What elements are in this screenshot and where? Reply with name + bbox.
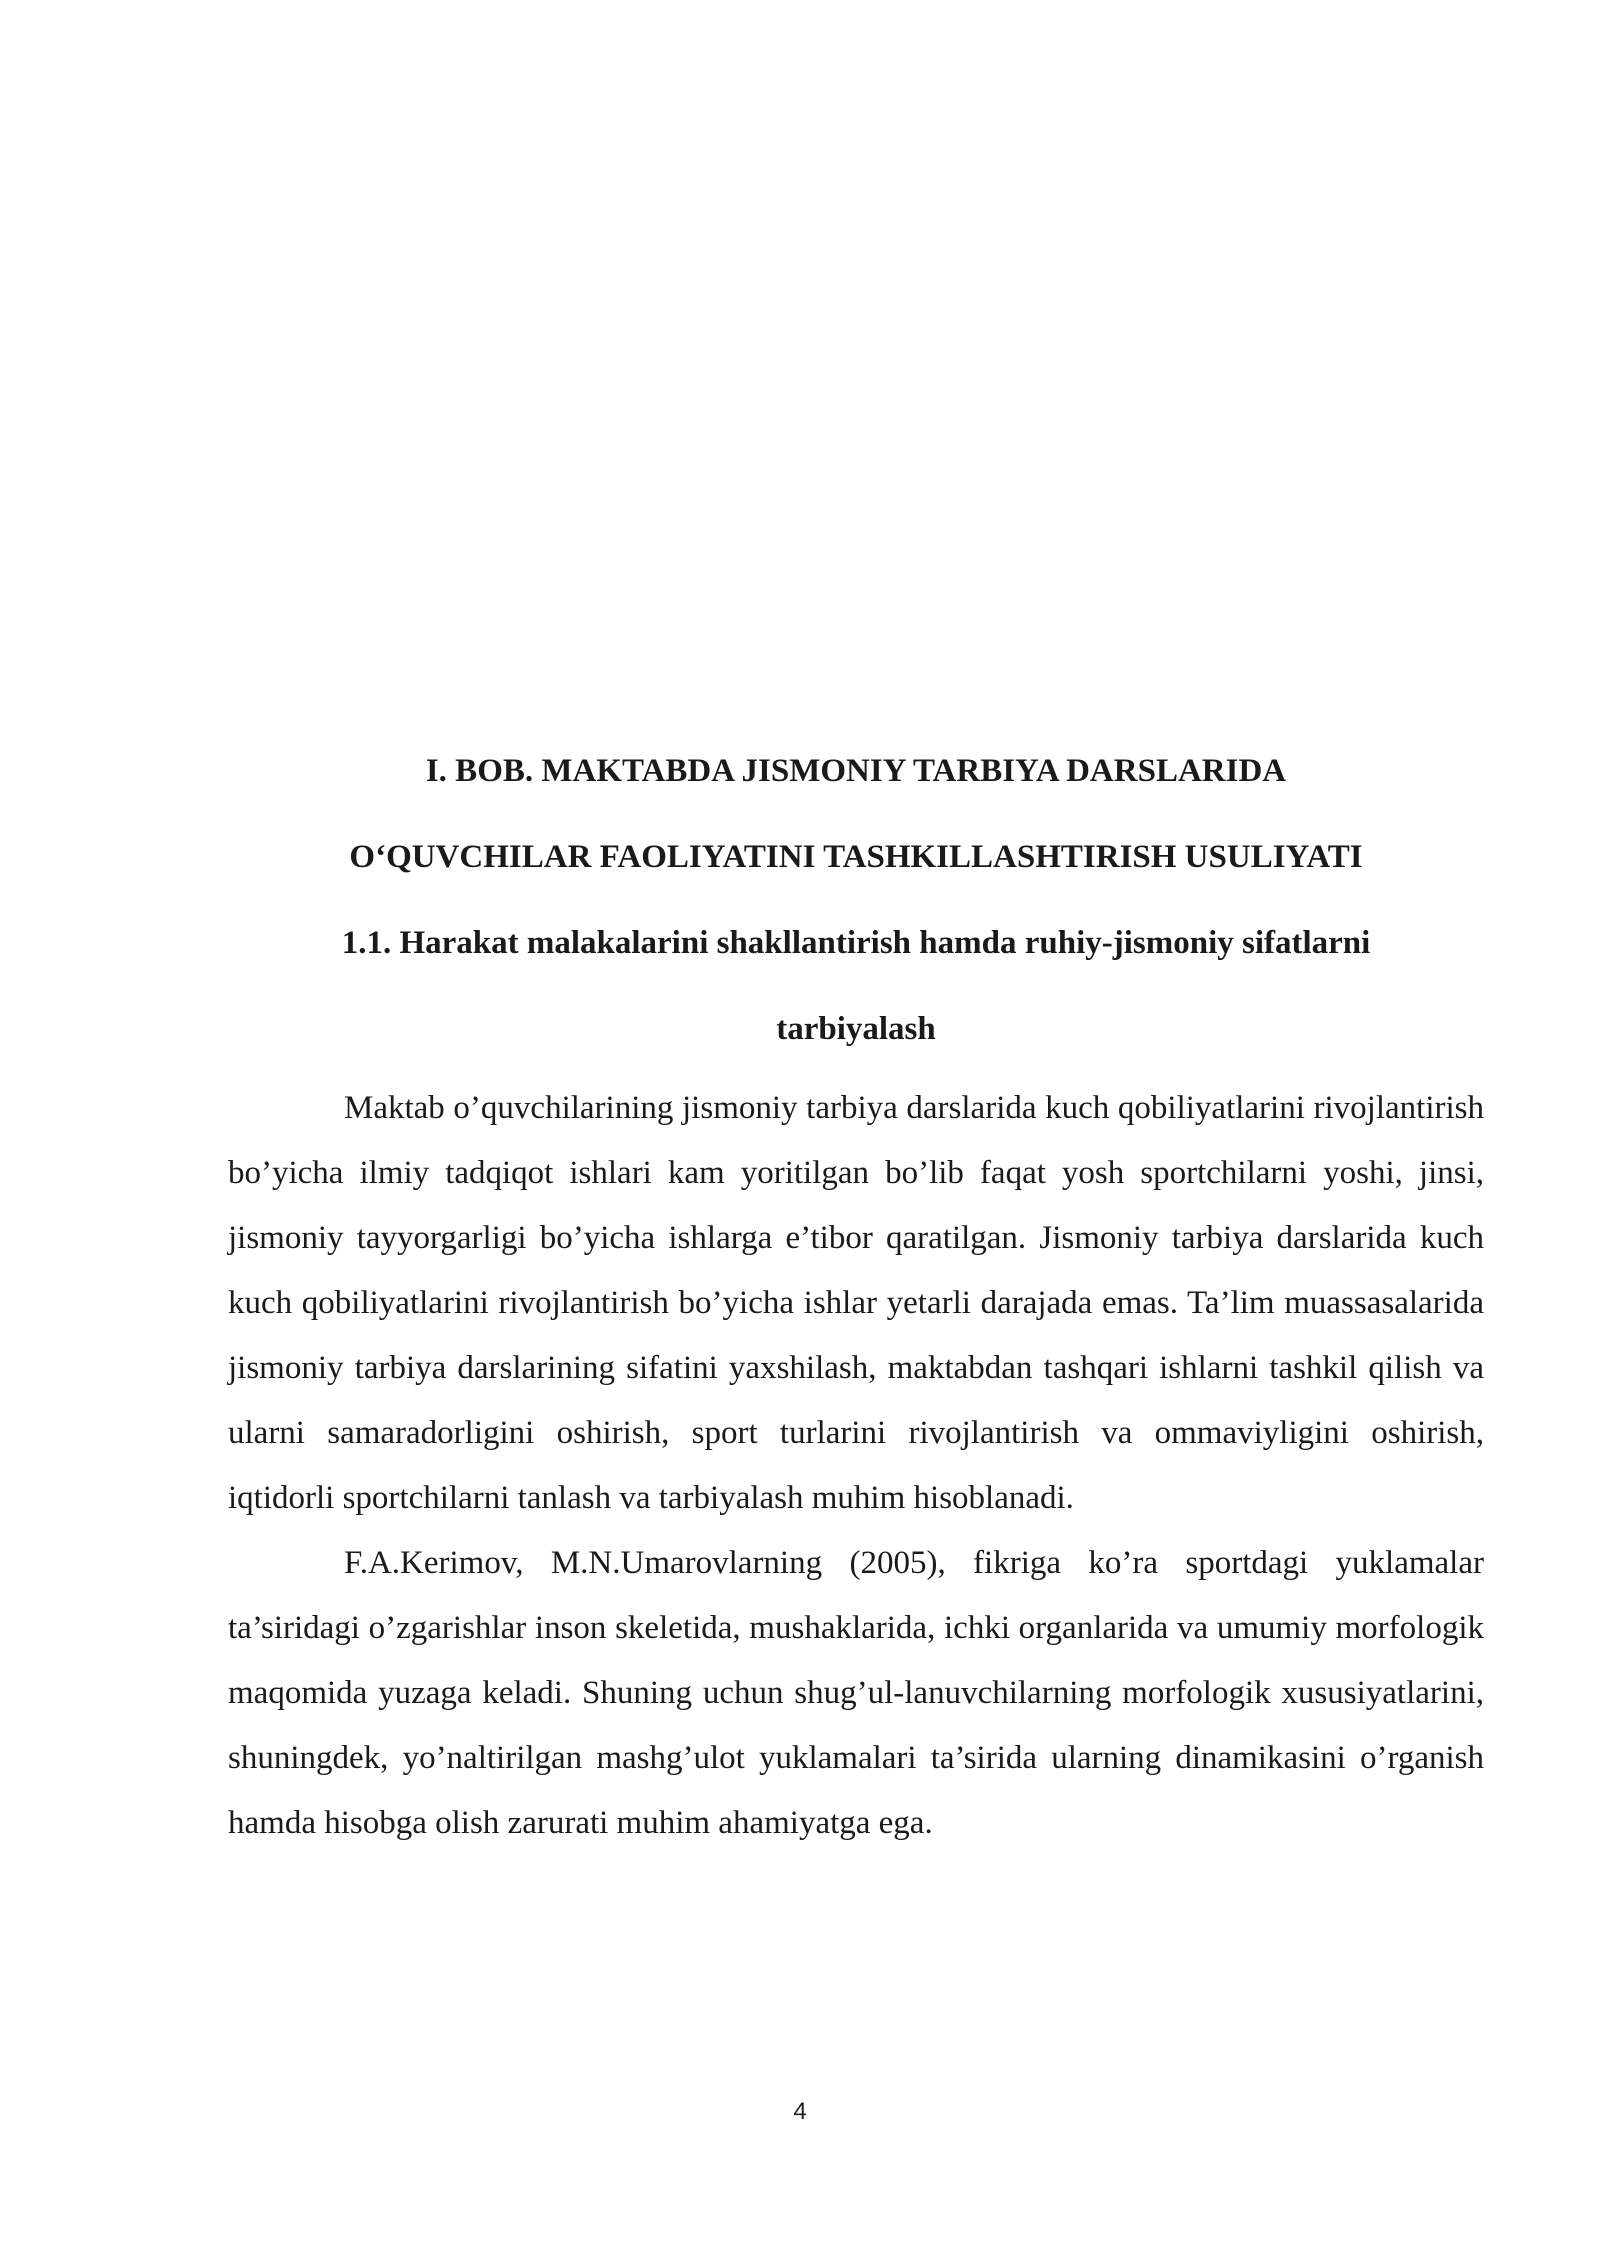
paragraph: F.A.Kerimov, M.N.Umarovlarning (2005), fikriga ko’ra sportdagi yuklamalar ta’siridagi o’zgarishlar inson skeletida, mushaklarida, ichki organlarida va umumiy morfologik maqomida yuzaga keladi. Shuning uchun shug’ul-lanuvchilarning morfologik xususiyatlarini, shuningdek, yo’naltirilgan mashg’ulot yuklamalari ta’sirida ularning dinamikasini o’rganish hamda hisobga olish zarurati muhim ahamiyatga ega.: [228, 1545, 1484, 1841]
headings-block: [228, 728, 1484, 1072]
section-title-line-1: 1.1. Harakat malakalarini shakllantirish hamda ruhiy-jismoniy sifatlarni: [341, 925, 1371, 961]
chapter-title-line-2: O‘QUVCHILAR FAOLIYATINI TASHKILLASHTIRISH USULIYATI: [349, 839, 1363, 875]
paragraph: Maktab o’quvchilarining jismoniy tarbiya darslarida kuch qobiliyatlarini rivojlantirish bo’yicha ilmiy tadqiqot ishlari kam yoritilgan bo’lib faqat yosh sportchilarni yoshi, jinsi, jismoniy tayyorgarligi bo’yicha ishlarga e’tibor qaratilgan. Jismoniy tarbiya darslarida kuch kuch qobiliyatlarini rivojlantirish bo’yicha ishlar yetarli darajada emas. Ta’lim muassasalarida jismoniy tarbiya darslarining sifatini yaxshilash, maktabdan tashqari ishlarni tashkil qilish va ularni samaradorligini oshirish, sport turlarini rivojlantirish va ommaviyligini oshirish, iqtidorli sportchilarni tanlash va tarbiyalash muhim hisoblanadi.: [228, 1090, 1484, 1516]
body-text: [228, 1076, 1484, 1856]
section-title-line-2: tarbiyalash: [776, 1011, 936, 1047]
page-number: 4: [793, 2098, 807, 2125]
chapter-title-line-1: I. BOB. MAKTABDA JISMONIY TARBIYA DARSLARIDA: [425, 753, 1287, 789]
